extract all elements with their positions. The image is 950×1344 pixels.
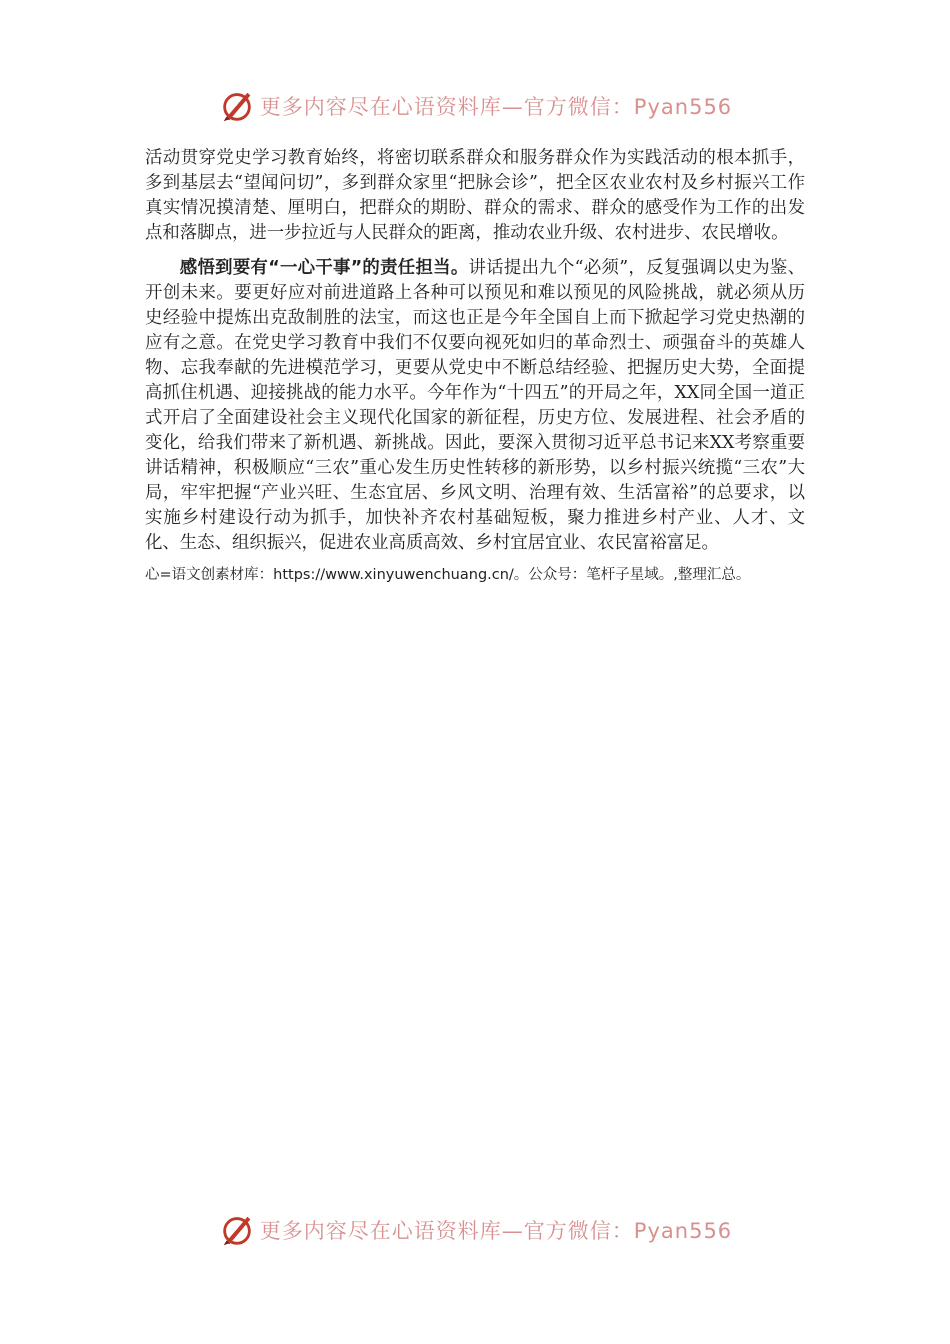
pen-nib-logo-icon [218,1211,256,1249]
footer-banner-text: 更多内容尽在心语资料库—官方微信：Pyan556 [259,1219,733,1243]
paragraph-2-text: 讲话提出九个“必须”，反复强调以史为鉴、开创未来。要更好应对前进道路上各种可以预见和难以预见的风险挑战，就必须从历史经验中提炼出克敌制胜的法宝，而这也正是今年全国自上而下掀起学习党史热潮的应有之意。在党史学习教育中我们不仅要向视死如归的革命烈士、顽强奋斗的英雄人物、忘我奉献的先进模范学习，更要从党史中不断总结经验、把握历史大势，全面提高抓住机遇、迎接挑战的能力水平。今年作为“十四五”的开局之年，XX同全国一道正式开启了全面建设社会主义现代化国家的新征程，历史方位、发展进程、社会矛盾的变化，给我们带来了新机遇、新挑战。因此，要深入贯彻习近平总书记来XX考察重要讲话精神，积极顺应“三农”重心发生历史性转移的新形势，以乡村振兴统揽“三农”大局，牢牢把握“产业兴旺、生态宜居、乡风文明、治理有效、生活富裕”的总要求，以实施乡村建设行动为抓手，加快补齐农村基础短板，聚力推进乡村产业、人才、文化、生态、组织振兴，促进农业高质高效、乡村宜居宜业、农民富裕富足。 [145,258,805,553]
footer-banner [0,1208,950,1252]
paragraph-1: 活动贯穿党史学习教育始终，将密切联系群众和服务群众作为实践活动的根本抓手，多到基层去“望闻问切”，多到群众家里“把脉会诊”，把全区农业农村及乡村振兴工作真实情况摸清楚、厘明白，把群众的期盼、群众的需求、群众的感受作为工作的出发点和落脚点，进一步拉近与人民群众的距离，推动农业升级、农村进步、农民增收。 [145,148,805,243]
header-banner-text: 更多内容尽在心语资料库—官方微信：Pyan556 [259,95,733,119]
paragraph-2 [145,256,805,556]
paragraph-2-heading: 感悟到要有“一心干事”的责任担当。 [179,258,469,278]
source-footnote: 心=语文创素材库：https://www.xinyuwenchuang.cn/。公众号：笔杆子星域。,整理汇总。 [145,567,751,583]
header-banner [0,84,950,128]
pen-nib-logo-icon [218,87,256,125]
document-body [145,146,805,586]
